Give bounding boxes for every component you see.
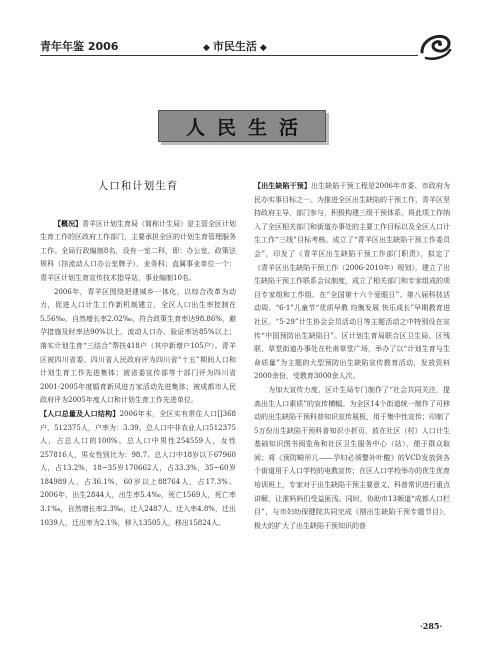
paragraph-2006-summary xyxy=(40,286,236,408)
paragraph-text: 2006年末，全区实有常住人口[]368户，512375人，户率为：3.39。总人口中非农业人口512375人，占总人口的100%。总人口中男性254559人，女性257816人，男女性别比为：98.7。总人口中18岁以下67960人，占13.2%，18~35岁170662人，占33.3%，35~60岁184989人，占36.1%，60岁以上88764人，占17.3%。2006年，出生2844人，出生率5.4‰，死亡1569人，死亡率3.1‰，自然增长率2.3‰，迁入2487人，迁入率4.8%，迁出1039人，迁出率为2.1%，移入13505人，移出15824人。 xyxy=(40,409,237,527)
right-column xyxy=(254,180,450,533)
paragraph-overview xyxy=(40,218,236,286)
swirl-logo-icon xyxy=(418,30,454,62)
paragraph-text: 青羊区计划生育局（简称计生局）是主管全区计划生育工作的区政府工作部门，主要承担全区的计划生育管理服务工作。全局行政编制8名，设有一室二科，即：办公室、政策法规科（挂流动人口办公室牌子）、业务科；直属事业单位一个：青羊区计划生育宣传技术指导站，事业编制10名。 xyxy=(40,219,236,282)
diamond-icon: ◆ xyxy=(259,43,267,53)
paragraph-population-structure xyxy=(40,408,236,530)
section-banner-title: 人民生活 xyxy=(185,116,310,139)
article-title: 人口和计划生育 xyxy=(97,180,179,192)
header-yearbook-title: 青年年鉴 2006 xyxy=(40,40,119,53)
paragraph-text: 2006年，青羊区围绕把建城乡一体化，以综合改革为动力，促进人口计生工作新机制建立，全区人口出生率控制在5.56‰，自然增长率2.02‰，符合政策生育率达98.86%，避孕措施及时率达90%以上，流动人口办、验证率达85%以上；落实计划生育“三结合”帮扶418户（其中新增户105户）。青羊区被四川省委、四川省人民政府评为四川省“十五”期间人口和计划生育工作先进集体；被省委宣传部等十部门评为四川省2001-2005年度婚育新风进万家活动先进集体；被成都市人民政府评为2005年度人口和计划生育工作先进单位。 xyxy=(40,287,236,405)
paragraph-tag: 【人口总量及人口结构】 xyxy=(40,409,120,418)
paragraph-text: 出生缺陷干预工程是2006年市委、市政府为民办实事目标之一。为推进全区出生缺陷的干预工作，青羊区坚持政府主导，部门参与，积极构建三级干预体系，将此项工作纳入了全区相关部门和街道办事处的主要工作目标以及全区人口计生工作“三线”目标考核。成立了“青羊区出生缺陷干预工作委员会”，印发了《青羊区出生缺陷干预工作部门职责》，拟定了《青羊区出生缺陷干预工作（2006-2010年）规划》，建立了出生缺陷干预工作联系会议制度，成立了相关部门和专家组成的项目专家组和工作组。在“全国第十六个爱眼日”、第八届科技活动周、“6·1”儿童节“优质早教 均衡发展 快乐成长”早期教育进社区、“5·29”计生协会会员活动日等主题活动之中特别设在宣传“中国预防出生缺陷日”。区计划生育局联合区卫生局、区残联、草堂街道办事处在杜甫草堂广场，举办了以“计划生育与生命质量”为主题的大型预防出生缺陷宣传教育活动，发放资料2000余份，受教育3000余人次。 xyxy=(254,182,450,381)
section-banner xyxy=(158,110,326,142)
paragraph-tag: 【出生缺陷干预】 xyxy=(254,182,312,190)
header-rule xyxy=(40,55,418,56)
left-column xyxy=(40,180,236,530)
paragraph-birth-defect-intervention xyxy=(254,180,450,384)
paragraph-text: 为加大宣传力度，区计生局专门制作了“社会共同关注，提高出生人口素质”的宣传横幅。为全区14个街道统一制作了可移动的出生缺陷干预科普知识宣传展板，用于集中性宣传；印制了5万份出生缺陷干预科普知识小折页，放在社区（村）人口计生基础知识图书阅览角和社区卫生服务中心（站），便于群众取阅；将《预防畸形儿——孕妇必须警补叶酸》的VCD发放到各个街道用于人口学校的电教宣传；在区人口学校举办的优生优育培训班上，专家对于出生缺陷干预主要意义、科普常识进行重点讲解，让准妈妈们受益匪浅。同时，协助市13频道“成都人口栏目”，与市妇幼保健院共同完成《刚出生缺陷干预专题节目》，极大的扩大了出生缺陷干预知识的普 xyxy=(254,385,450,530)
header-section-label: 市民生活 xyxy=(212,40,257,53)
header-section-title xyxy=(200,38,270,54)
page-number: ·285· xyxy=(420,621,443,631)
running-header xyxy=(0,0,480,62)
paragraph-tag: 【概况】 xyxy=(54,219,82,228)
diamond-icon: ◆ xyxy=(203,43,210,53)
paragraph-publicity xyxy=(254,384,450,534)
